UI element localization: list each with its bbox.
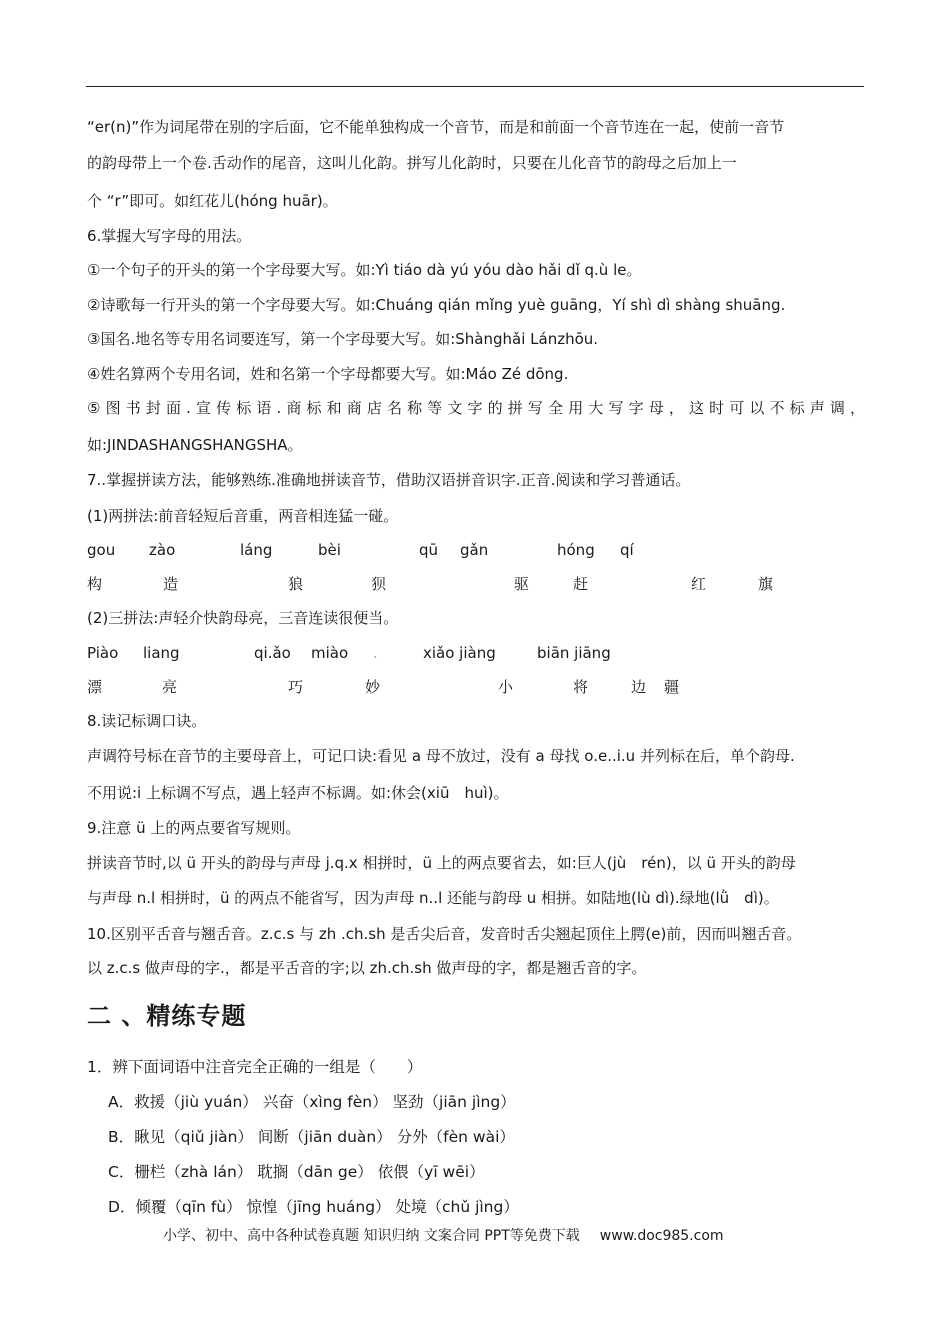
two-hanzi: 赶	[573, 575, 589, 593]
three-spell-title: (2)三拼法:声轻介快韵母亮，三音连读很便当。	[87, 609, 399, 627]
two-pinyin: gou	[87, 541, 116, 559]
section10-line-1: 10.区别平舌音与翘舌音。z.c.s 与 zh .ch.sh 是舌尖后音，发音时舌尖翘起顶住上腭(e)前，因而叫翘舌音。	[87, 925, 802, 943]
two-hanzi: 驱	[514, 575, 530, 593]
section8-line-2: 不用说:i 上标调不写点，遇上轻声不标调。如:休会(xiū huì)。	[87, 784, 509, 802]
two-spell-title: (1)两拼法:前音轻短后音重，两音相连猛一碰。	[87, 507, 399, 525]
option-d: D．倾覆（qīn fù） 惊惶（jīng huáng） 处境（chǔ jìng）	[108, 1198, 519, 1216]
section6-item-2: ②诗歌每一行开头的第一个字母要大写。如:Chuáng qián mǐng yuè guāng，Yí shì dì shàng shuāng.	[87, 296, 786, 314]
two-pinyin: bèi	[318, 541, 341, 559]
three-hanzi: 将	[573, 678, 589, 696]
footer-text: 小学、初中、高中各种试卷真题 知识归纳 文案合同 PPT等免费下载	[163, 1228, 580, 1244]
section8-line-1: 声调符号标在音节的主要母音上，可记口诀:看见 a 母不放过，没有 a 母找 o.e..i.u 并列标在后，单个韵母.	[87, 747, 795, 765]
section6-item-5-cont: 如:JINDASHANGSHANGSHA。	[87, 436, 303, 454]
two-pinyin: gǎn	[460, 541, 489, 559]
three-hanzi: 小	[498, 678, 514, 696]
intro-line-2: 的韵母带上一个卷.舌动作的尾音，这叫儿化韵。拼写儿化韵时，只要在儿化音节的韵母之后加上一	[87, 154, 737, 172]
section6-item-1: ①一个句子的开头的第一个字母要大写。如:Yì tiáo dà yú yóu dào hǎi dǐ q.ù le。	[87, 261, 642, 279]
option-c: C．栅栏（zhà lán） 耽搁（dān ge） 依偎（yī wēi）	[108, 1163, 485, 1181]
two-hanzi: 狼	[288, 575, 304, 593]
intro-line-1: “er(n)”作为词尾带在别的字后面，它不能单独构成一个音节，而是和前面一个音节连在一起，使前一音节	[87, 118, 785, 136]
two-pinyin: qū	[419, 541, 439, 559]
three-pinyin: Piào	[87, 644, 119, 662]
two-pinyin: hóng	[557, 541, 595, 559]
three-pinyin: liang	[143, 644, 180, 662]
three-hanzi: 边	[631, 678, 647, 696]
section9-line-1: 拼读音节时,以 ü 开头的韵母与声母 j.q.x 相拼时，ü 上的两点要省去，如:巨人(jù rén)，以 ü 开头的韵母	[87, 854, 796, 872]
header-rule	[86, 86, 864, 87]
three-pinyin: .	[373, 644, 378, 662]
three-hanzi: 巧	[288, 678, 304, 696]
section-heading: 二 、精练专题	[87, 1002, 247, 1030]
three-hanzi: 漂	[87, 678, 103, 696]
three-hanzi: 疆	[664, 678, 680, 696]
two-hanzi: 造	[163, 575, 179, 593]
two-hanzi: 旗	[758, 575, 774, 593]
option-a: A．救援（jiù yuán） 兴奋（xìng fèn） 坚劲（jiān jìng）	[108, 1093, 516, 1111]
three-pinyin: xiǎo jiàng	[423, 644, 496, 662]
two-pinyin: zào	[149, 541, 176, 559]
section6-title: 6.掌握大写字母的用法。	[87, 227, 252, 245]
section7-title: 7..掌握拼读方法，能够熟练.准确地拼读音节，借助汉语拼音识字.正音.阅读和学习普通话。	[87, 471, 691, 489]
footer	[163, 1225, 724, 1247]
option-b: B．瞅见（qiǔ jiàn） 间断（jiān duàn） 分外（fèn wài）	[108, 1128, 515, 1146]
intro-line-3: 个 “r”即可。如红花儿(hóng huār)。	[87, 192, 338, 210]
footer-site-link[interactable]: www.doc985.com	[599, 1228, 724, 1244]
section9-line-2: 与声母 n.l 相拼时，ü 的两点不能省写，因为声母 n..l 还能与韵母 u 相拼。如陆地(lù dì).绿地(lǜ dì)。	[87, 889, 779, 907]
question-stem: 1．辨下面词语中注音完全正确的一组是（ ）	[87, 1058, 423, 1076]
three-hanzi: 妙	[365, 678, 381, 696]
two-hanzi: 红	[691, 575, 707, 593]
section6-item-3: ③国名.地名等专用名词要连写，第一个字母要大写。如:Shànghǎi Lánzhōu.	[87, 330, 599, 348]
three-pinyin: biān jiāng	[537, 644, 611, 662]
section10-line-2: 以 z.c.s 做声母的字.，都是平舌音的字;以 zh.ch.sh 做声母的字，都是翘舌音的字。	[87, 959, 647, 977]
two-hanzi: 狈	[371, 575, 387, 593]
section6-item-4: ④姓名算两个专用名词，姓和名第一个字母都要大写。如:Máo Zé dōng.	[87, 365, 569, 383]
two-hanzi: 构	[87, 575, 103, 593]
three-pinyin: qi.ǎo	[254, 644, 291, 662]
two-pinyin: láng	[240, 541, 273, 559]
section8-title: 8.读记标调口诀。	[87, 712, 207, 730]
three-pinyin: miào	[311, 644, 349, 662]
section6-item-5: ⑤图书封面.宣传标语.商标和商店名称等文字的拼写全用大写字母，这时可以不标声调，	[87, 399, 865, 417]
section9-title: 9.注意 ü 上的两点要省写规则。	[87, 819, 301, 837]
three-hanzi: 亮	[162, 678, 178, 696]
two-pinyin: qí	[620, 541, 634, 559]
